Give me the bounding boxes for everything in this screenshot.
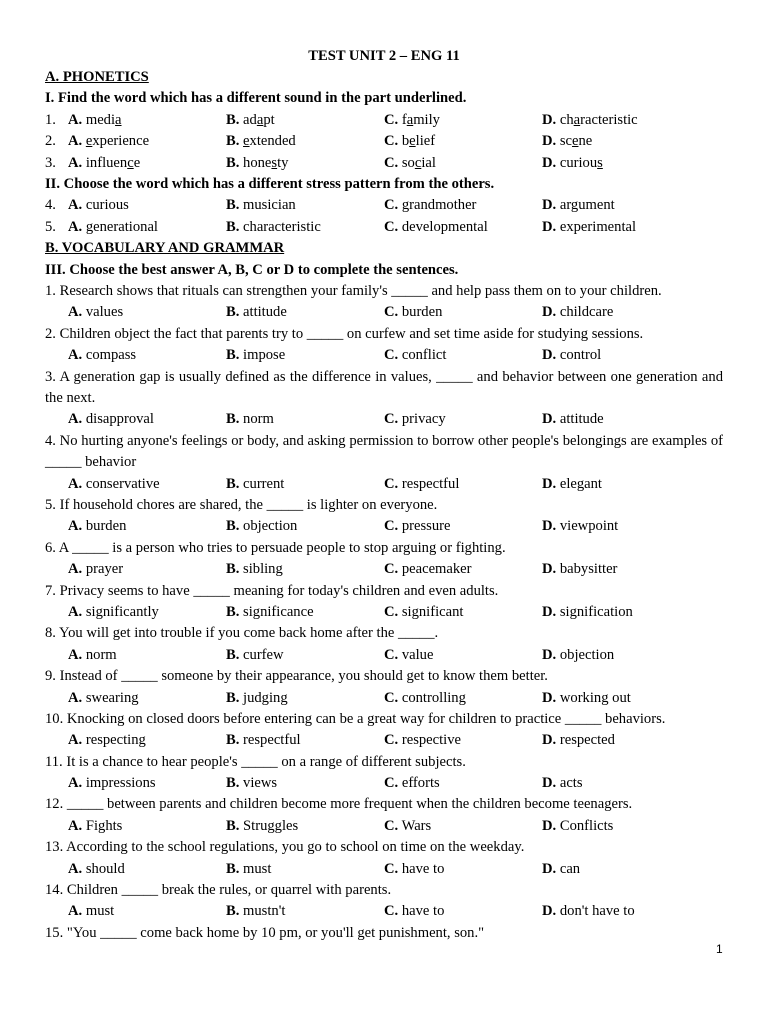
option-text: Wars [398,817,432,834]
worksheet-page [45,46,723,944]
option-letter: D. [542,197,557,214]
answer-option [542,559,617,580]
underlined-sound: e [243,133,250,150]
answer-option [226,730,301,751]
option-letter: C. [384,689,399,706]
option-text: controlling [398,689,466,706]
option-letter: B. [226,218,240,235]
option-letter: C. [384,732,399,749]
answer-option [68,559,123,580]
question-text: 15. "You _____ come back home by 10 pm, or you'll get punishment, son." [45,924,485,941]
question-text: 6. A _____ is a person who tries to persuade people to stop arguing or fighting. [45,539,506,556]
option-letter: A. [68,603,83,620]
option-text: norm [239,411,274,428]
option-letter: C. [384,561,399,578]
answer-option [226,688,288,709]
option-letter: C. [384,518,399,535]
answer-option [68,859,125,880]
option-letter: D. [542,732,557,749]
answer-option [542,345,601,366]
question-text: 3. A generation gap is usually defined as the difference in values, _____ and behavior between one generation and the next. [45,368,723,406]
underlined-sound: e [409,133,416,150]
option-text: significant [398,603,464,620]
option-text: conservative [82,475,160,492]
options-row [45,901,723,922]
option-letter: D. [542,218,557,235]
option-letter: D. [542,561,557,578]
option-letter: D. [542,603,557,620]
answer-option [226,859,271,880]
page-title: TEST UNIT 2 – ENG 11 [308,48,460,64]
part3-heading: III. Choose the best answer A, B, C or D to complete the sentences. [45,261,459,278]
phonetics-row [45,131,723,152]
answer-option [542,302,613,323]
option-letter: B. [226,646,240,663]
option-letter: C. [384,903,399,920]
question-text: 7. Privacy seems to have _____ meaning for today's children and even adults. [45,582,499,599]
page-number: 1 [716,942,723,956]
option-letter: C. [384,111,399,128]
answer-option [68,901,114,922]
question-number: 2. [45,133,56,150]
question-text: 5. If household chores are shared, the _____ is lighter on everyone. [45,496,438,513]
option-text: must [239,860,272,877]
answer-option [384,302,442,323]
options-row [45,409,723,430]
option-letter: A. [68,561,83,578]
answer-option: B. honesty [226,154,289,171]
option-letter: A. [68,646,83,663]
phonetics-row [45,153,723,174]
answer-option [384,645,433,666]
option-text: current [239,475,285,492]
question-text: 10. Knocking on closed doors before entering can be a great way for children to practice _____ behaviors. [45,710,666,727]
question-text: 12. _____ between parents and children become more frequent when the children become teenagers. [45,796,633,813]
option-letter: C. [384,133,399,150]
answer-option [68,474,160,495]
option-text: objection [239,518,298,535]
answer-option [68,645,117,666]
option-letter: D. [542,133,557,150]
options-row [45,302,723,323]
option-letter: B. [226,603,240,620]
answer-option [384,409,446,430]
options-row [45,602,723,623]
option-text: burden [82,518,127,535]
question-text: 1. Research shows that rituals can strengthen your family's _____ and help pass them on to your children. [45,282,662,299]
phonetics-row [45,110,723,131]
option-letter: A. [68,218,83,235]
option-text: Struggles [239,817,299,834]
stress-list [45,195,723,238]
answer-option [68,602,159,623]
questions-list [45,281,723,944]
option-letter: D. [542,518,557,535]
answer-option [384,730,461,751]
option-text: judging [239,689,288,706]
option-text: views [239,775,278,792]
stress-row [45,217,723,238]
answer-option [384,688,466,709]
option-letter: A. [68,903,83,920]
underlined-sound: e [85,133,93,150]
question-text: 2. Children object the fact that parents try to _____ on curfew and set time aside for studying sessions. [45,325,644,342]
answer-option [542,195,615,216]
option-letter: C. [384,817,399,834]
answer-option: A. experience [68,133,150,150]
option-letter: B. [226,154,240,171]
option-text: working out [556,689,631,706]
answer-option [384,345,446,366]
options-row [45,730,723,751]
answer-option [226,409,274,430]
option-text: prayer [82,561,124,578]
answer-option [68,217,158,238]
option-text: respective [398,732,462,749]
option-text: attitude [239,304,287,321]
option-letter: D. [542,860,557,877]
option-text: curious [82,197,129,214]
answer-option [542,602,633,623]
part1-heading: I. Find the word which has a different sound in the part underlined. [45,90,467,107]
option-text: elegant [556,475,602,492]
option-letter: D. [542,304,557,321]
answer-option [226,645,284,666]
answer-option [542,859,580,880]
option-text: peacemaker [398,561,472,578]
option-letter: D. [542,775,557,792]
answer-option: C. social [384,154,436,171]
option-letter: A. [68,860,83,877]
question-number: 1. [45,111,56,128]
answer-option [68,345,136,366]
answer-option: A. media [68,111,122,128]
option-text: respectful [398,475,460,492]
option-text: objection [556,646,615,663]
option-letter: B. [226,561,240,578]
option-text: don't have to [556,903,635,920]
answer-option: A. influence [68,154,141,171]
underlined-sound: s [271,154,278,171]
answer-option [542,816,613,837]
answer-option [226,559,283,580]
answer-option [542,773,583,794]
answer-option [68,195,129,216]
option-letter: D. [542,903,557,920]
answer-option [542,688,631,709]
answer-option: D. scene [542,133,593,150]
answer-option [384,859,444,880]
option-letter: B. [226,347,240,364]
option-letter: B. [226,111,240,128]
option-letter: C. [384,218,399,235]
answer-option [68,302,123,323]
option-letter: B. [226,411,240,428]
option-letter: A. [68,304,83,321]
option-letter: C. [384,603,399,620]
option-letter: A. [68,689,83,706]
answer-option [384,901,444,922]
option-letter: B. [226,518,240,535]
option-letter: D. [542,154,557,171]
option-text: curfew [239,646,284,663]
option-letter: A. [68,732,83,749]
option-text: grandmother [398,197,477,214]
option-text: developmental [398,218,488,235]
option-letter: C. [384,347,399,364]
option-letter: A. [68,197,83,214]
answer-option: B. extended [226,133,296,150]
question-text: 4. No hurting anyone's feelings or body, and asking permission to borrow other people's belongings are examples of _____ behavior [45,432,723,471]
option-text: babysitter [556,561,618,578]
options-row [45,688,723,709]
section-b-heading: B. VOCABULARY AND GRAMMAR [45,240,285,257]
option-text: acts [556,775,583,792]
option-letter: B. [226,475,240,492]
option-text: argument [556,197,615,214]
option-text: privacy [398,411,446,428]
option-letter: D. [542,475,557,492]
option-letter: B. [226,732,240,749]
underlined-sound: a [573,111,581,128]
stress-row [45,195,723,216]
option-text: experimental [556,218,637,235]
answer-option [542,474,602,495]
option-letter: C. [384,475,399,492]
answer-option [384,474,459,495]
option-text: compass [82,347,137,364]
option-text: impressions [82,775,156,792]
option-letter: A. [68,111,83,128]
options-row [45,474,723,495]
answer-option [226,602,314,623]
answer-option [384,816,431,837]
option-text: sibling [239,561,283,578]
option-text: Conflicts [556,817,614,834]
answer-option [68,688,139,709]
option-letter: C. [384,775,399,792]
option-letter: D. [542,111,557,128]
option-letter: A. [68,154,83,171]
answer-option [68,816,122,837]
answer-option [542,645,614,666]
option-text: efforts [398,775,440,792]
underlined-sound: e [572,133,579,150]
answer-option [384,217,488,238]
underlined-sound: a [115,111,122,128]
option-letter: A. [68,133,83,150]
option-text: significance [239,603,314,620]
question-text: 8. You will get into trouble if you come back home after the _____. [45,625,439,642]
answer-option [226,217,321,238]
option-text: have to [398,860,445,877]
answer-option [384,602,463,623]
option-text: can [556,860,581,877]
option-text: disapproval [82,411,154,428]
answer-option [68,773,156,794]
option-text: musician [239,197,296,214]
option-text: conflict [398,347,447,364]
answer-option [384,516,450,537]
option-letter: A. [68,347,83,364]
option-text: viewpoint [556,518,619,535]
option-letter: B. [226,304,240,321]
option-letter: C. [384,860,399,877]
answer-option [68,409,154,430]
answer-option [226,901,285,922]
option-text: should [82,860,125,877]
option-letter: B. [226,133,240,150]
underlined-sound: s [597,154,603,171]
answer-option [226,302,287,323]
question-text: 9. Instead of _____ someone by their appearance, you should get to know them better. [45,668,548,685]
question-number: 3. [45,154,56,171]
part2-heading: II. Choose the word which has a different stress pattern from the others. [45,175,495,192]
answer-option [542,901,635,922]
answer-option [542,217,636,238]
answer-option [68,730,146,751]
option-letter: D. [542,411,557,428]
option-letter: C. [384,304,399,321]
underlined-sound: a [256,111,264,128]
option-text: characteristic [239,218,321,235]
option-letter: A. [68,411,83,428]
option-letter: B. [226,775,240,792]
option-text: swearing [82,689,139,706]
answer-option [226,195,296,216]
options-row [45,559,723,580]
underlined-sound: c [414,154,422,171]
option-text: norm [82,646,117,663]
options-row [45,645,723,666]
options-row [45,816,723,837]
option-text: control [556,347,602,364]
answer-option [226,516,297,537]
option-letter: B. [226,197,240,214]
option-letter: D. [542,646,557,663]
option-text: signification [556,603,633,620]
option-letter: A. [68,518,83,535]
option-text: pressure [398,518,451,535]
option-letter: D. [542,347,557,364]
answer-option [384,559,472,580]
option-text: impose [239,347,286,364]
answer-option [542,730,615,751]
options-row [45,345,723,366]
option-text: must [82,903,115,920]
option-text: attitude [556,411,604,428]
option-text: Fights [82,817,123,834]
question-text: 14. Children _____ break the rules, or quarrel with parents. [45,882,392,899]
option-text: respecting [82,732,146,749]
option-text: respected [556,732,615,749]
question-text: 13. According to the school regulations, you go to school on time on the weekday. [45,839,525,856]
answer-option [226,816,298,837]
option-letter: B. [226,903,240,920]
answer-option [384,773,440,794]
answer-option [226,345,285,366]
answer-option: D. characteristic [542,111,638,128]
option-text: mustn't [239,903,286,920]
answer-option [542,409,604,430]
option-letter: D. [542,689,557,706]
option-letter: C. [384,197,399,214]
option-letter: A. [68,817,83,834]
option-text: childcare [556,304,614,321]
options-row [45,516,723,537]
question-text: 11. It is a chance to hear people's _____ on a range of different subjects. [45,753,466,770]
underlined-sound: c [127,154,134,171]
option-letter: B. [226,817,240,834]
option-letter: A. [68,775,83,792]
answer-option [226,773,277,794]
answer-option [542,516,618,537]
option-letter: C. [384,154,399,171]
option-letter: D. [542,817,557,834]
answer-option: B. adapt [226,111,275,128]
answer-option: C. belief [384,133,436,150]
answer-option: D. curious [542,154,603,171]
answer-option [226,474,284,495]
underlined-sound: a [406,111,414,128]
option-text: significantly [82,603,159,620]
option-letter: B. [226,860,240,877]
option-letter: A. [68,475,83,492]
phonetics-list [45,110,723,174]
answer-option: C. family [384,111,440,128]
question-number: 5. [45,218,56,235]
options-row [45,859,723,880]
answer-option [384,195,476,216]
option-text: values [82,304,124,321]
answer-option [68,516,126,537]
question-number: 4. [45,197,56,214]
section-a-heading: A. PHONETICS [45,69,149,85]
option-text: generational [82,218,158,235]
option-letter: C. [384,411,399,428]
option-text: value [398,646,434,663]
options-row [45,773,723,794]
option-text: respectful [239,732,301,749]
option-text: have to [398,903,445,920]
option-text: burden [398,304,443,321]
option-letter: C. [384,646,399,663]
option-letter: B. [226,689,240,706]
